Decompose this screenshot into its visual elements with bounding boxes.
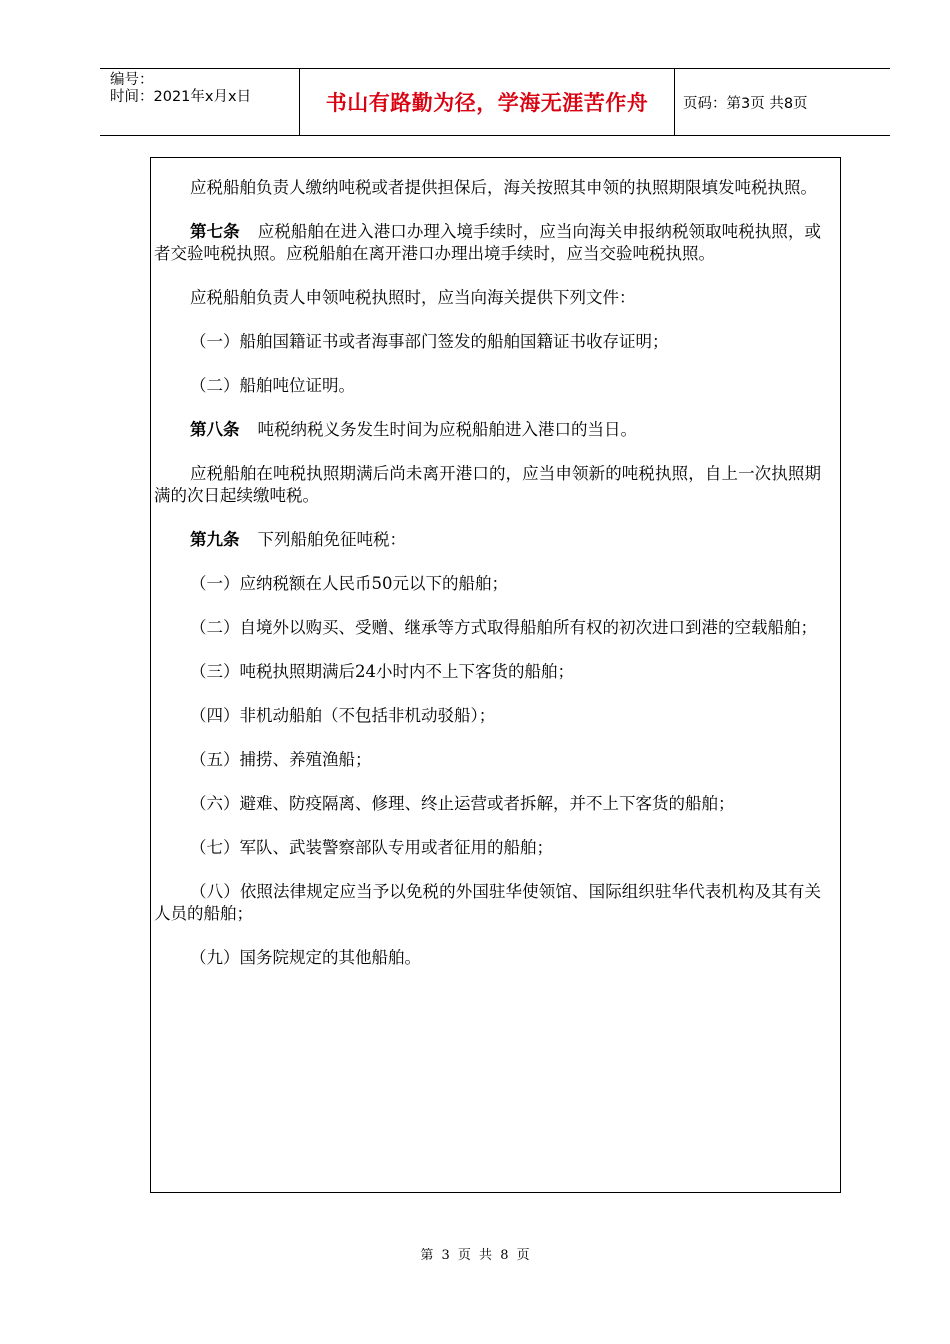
paragraph-text: （七）军队、武装警察部队专用或者征用的船舶； xyxy=(190,838,553,857)
paragraph-text: （一）船舶国籍证书或者海事部门签发的船舶国籍证书收存证明； xyxy=(190,332,669,351)
paragraph xyxy=(154,177,821,199)
paragraph-text: （四）非机动船舶（不包括非机动驳船）； xyxy=(190,706,496,725)
article-number: 第七条 xyxy=(190,222,240,241)
paragraph xyxy=(154,331,821,353)
paragraph-text: （二）自境外以购买、受赠、继承等方式取得船舶所有权的初次进口到港的空载船舶； xyxy=(190,618,817,637)
paragraph xyxy=(154,881,821,925)
paragraph-text: （六）避难、防疫隔离、修理、终止运营或者拆解，并不上下客货的船舶； xyxy=(190,794,735,813)
code-label: 编号： xyxy=(110,72,154,88)
paragraph xyxy=(154,573,821,595)
document-body xyxy=(150,157,841,1193)
paragraph-text: 应税船舶在吨税执照期满后尚未离开港口的，应当申领新的吨税执照，自上一次执照期满的次日起续缴吨税。 xyxy=(154,464,821,505)
paragraph-text: 应税船舶负责人缴纳吨税或者提供担保后，海关按照其申领的执照期限填发吨税执照。 xyxy=(190,178,817,197)
paragraph xyxy=(154,287,821,309)
paragraph xyxy=(154,947,821,969)
paragraph xyxy=(154,617,821,639)
paragraph-text: 应税船舶在进入港口办理入境手续时，应当向海关申报纳税领取吨税执照，或者交验吨税执照。应税船舶在离开港口办理出境手续时，应当交验吨税执照。 xyxy=(154,222,822,263)
header-motto: 书山有路勤为径，学海无涯苦作舟 xyxy=(300,69,675,135)
paragraph xyxy=(154,837,821,859)
paragraph-text: （五）捕捞、养殖渔船； xyxy=(190,750,372,769)
paragraph-text: 下列船舶免征吨税： xyxy=(257,530,406,549)
paragraph-text: （八）依照法律规定应当予以免税的外国驻华使领馆、国际组织驻华代表机构及其有关人员的船舶； xyxy=(154,882,821,923)
paragraph xyxy=(154,419,821,441)
paragraph xyxy=(154,529,821,551)
paragraph xyxy=(154,793,821,815)
page-header xyxy=(100,68,890,136)
paragraph-text: （一）应纳税额在人民币50元以下的船舶； xyxy=(190,574,508,593)
paragraph-text: 应税船舶负责人申领吨税执照时，应当向海关提供下列文件： xyxy=(190,288,636,307)
paragraph xyxy=(154,661,821,683)
paragraph xyxy=(154,463,821,507)
header-page-info: 页码：第3页 共8页 xyxy=(683,95,808,112)
article-number: 第九条 xyxy=(190,530,240,549)
paragraph xyxy=(154,705,821,727)
paragraph-text: （三）吨税执照期满后24小时内不上下客货的船舶； xyxy=(190,662,574,681)
paragraph-text: （九）国务院规定的其他船舶。 xyxy=(190,948,421,967)
paragraph xyxy=(154,375,821,397)
article-number: 第八条 xyxy=(190,420,240,439)
header-meta xyxy=(100,69,300,135)
page-footer: 第 3 页 共 8 页 xyxy=(420,1248,530,1263)
date-line: 时间：2021年x月x日 xyxy=(110,89,252,105)
paragraph-text: （二）船舶吨位证明。 xyxy=(190,376,355,395)
paragraph xyxy=(154,749,821,771)
paragraph-text: 吨税纳税义务发生时间为应税船舶进入港口的当日。 xyxy=(257,420,637,439)
paragraph xyxy=(154,221,821,265)
